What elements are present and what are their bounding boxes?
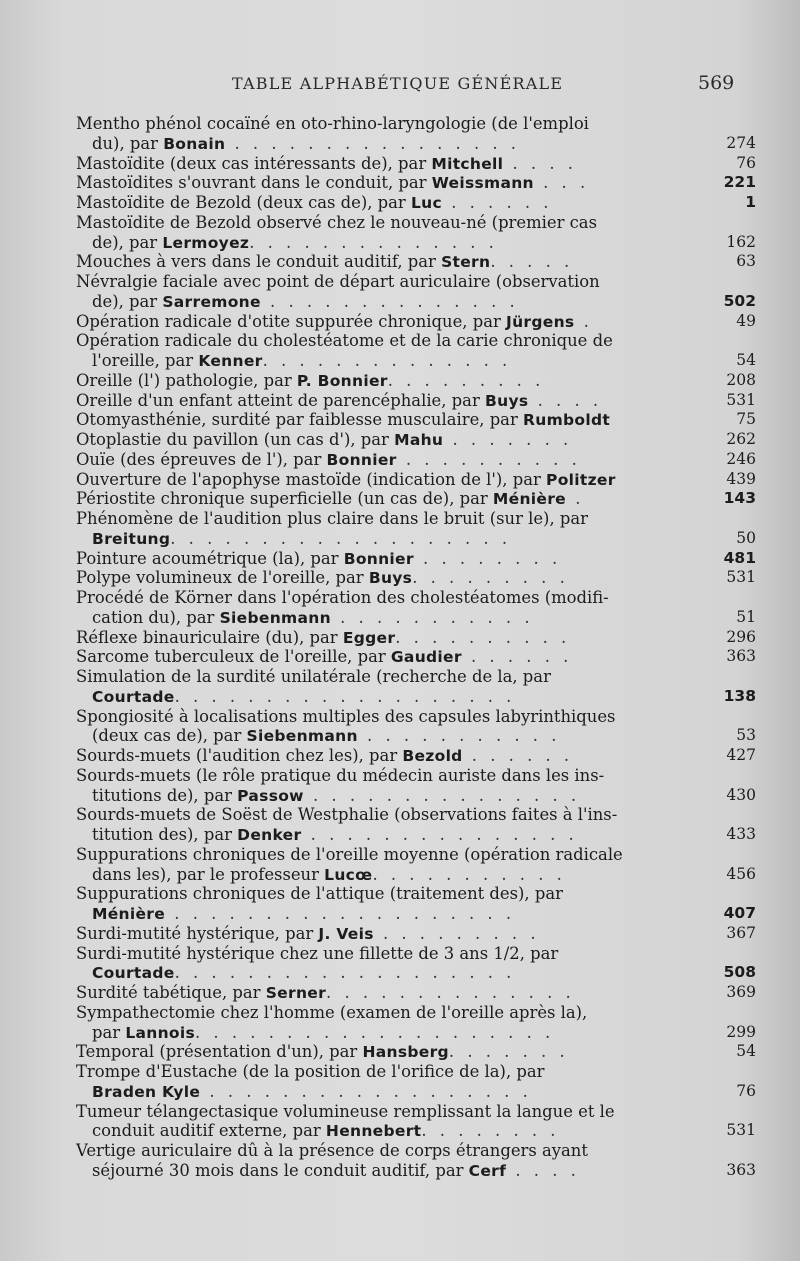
entry-line (76, 154, 756, 174)
entry-continuation-line (76, 529, 756, 549)
entry-text: Opération radicale du cholestéatome et de la carie chronique de (76, 331, 613, 351)
entry-line (76, 924, 756, 944)
index-entry (76, 410, 756, 430)
page-reference: 367 (726, 923, 756, 942)
leader-dots: . . . . . . . . (421, 1121, 560, 1141)
author-name: Breitung (92, 529, 171, 548)
leader-dots: . . . . . . . . . . . . . . . (301, 825, 578, 844)
page-reference: 49 (736, 311, 756, 330)
page-reference: 299 (726, 1022, 756, 1041)
entry-line (76, 628, 756, 648)
index-entry (76, 568, 756, 588)
page-reference: 363 (726, 647, 756, 666)
entry-text: Polype volumineux de l'oreille, par (76, 568, 369, 588)
index-entry (76, 766, 756, 806)
index-entry (76, 884, 756, 924)
entry-text: Tumeur télangectasique volumineuse remplissant la langue et le (76, 1101, 615, 1121)
page-reference: 51 (736, 607, 756, 626)
author-name: Kenner (198, 352, 263, 370)
author-name: Hennebert (325, 1122, 422, 1141)
running-header (0, 72, 800, 100)
page-reference: 221 (723, 173, 756, 192)
leader-dots: . (565, 489, 585, 509)
author-name: Passow (237, 786, 304, 805)
author-name: Bonain (163, 134, 226, 153)
leader-dots: . . . . . . . . . . . (357, 726, 561, 746)
entry-line (76, 766, 756, 786)
entry-continuation-line (76, 786, 756, 806)
header-title: TABLE ALPHABÉTIQUE GÉNÉRALE (232, 74, 564, 93)
entry-continuation-line (76, 1121, 756, 1141)
entry-line (76, 371, 756, 391)
entry-text: Mentho phénol cocaïné en oto-rhino-laryngologie (de l'emploi (76, 114, 589, 133)
entry-line (76, 944, 756, 964)
author-name: Luc (410, 194, 442, 212)
entry-text: Surdi-mutité hystérique chez une fillette de 3 ans 1/2, par (76, 943, 559, 963)
leader-dots: . . . . . . . (448, 1042, 569, 1062)
page-reference: 456 (726, 864, 756, 883)
entry-text: conduit auditif externe, par (92, 1121, 326, 1141)
author-name: J. Veis (318, 924, 374, 943)
leader-dots: . . . . . . . . . . . (330, 607, 534, 627)
entry-continuation-line (76, 1023, 756, 1043)
entry-continuation-line (76, 134, 756, 154)
entry-line (76, 430, 756, 450)
index-entry (76, 805, 756, 845)
page-reference: 433 (726, 825, 756, 843)
page-reference: 531 (726, 568, 756, 587)
entry-continuation-line (76, 1161, 756, 1181)
entry-text: dans les), par le professeur (92, 864, 325, 884)
leader-dots: . . . . . . . . . (412, 568, 569, 588)
leader-dots: . . . . . . . . . (373, 923, 540, 943)
leader-dots: . . . . (528, 390, 603, 410)
entry-continuation-line (76, 608, 756, 628)
index-entry (76, 312, 756, 332)
leader-dots: . . . . (506, 1160, 580, 1180)
page-reference: 54 (736, 351, 756, 369)
page-reference: 262 (726, 430, 756, 448)
index-entry (76, 371, 756, 391)
entry-text: séjourné 30 mois dans le conduit auditif, par (92, 1160, 469, 1180)
page-reference: 63 (736, 252, 756, 271)
page-reference: 296 (726, 627, 756, 646)
entry-line (76, 983, 756, 1003)
page-reference: 208 (726, 370, 756, 389)
entry-continuation-line (76, 865, 756, 885)
author-name: Bonnier (326, 450, 397, 469)
page-reference: 274 (726, 133, 756, 152)
entry-text: Surdité tabétique, par (76, 983, 266, 1002)
entry-text: (deux cas de), par (92, 726, 247, 746)
page-reference: 407 (723, 904, 756, 922)
author-name: Bezold (402, 747, 463, 765)
page-reference: 53 (736, 726, 756, 745)
entry-line (76, 568, 756, 588)
entry-line (76, 1042, 756, 1062)
entry-text: Temporal (présentation d'un), par (76, 1042, 363, 1062)
leader-dots: . . . (533, 173, 590, 193)
entry-line (76, 489, 756, 509)
entry-text: Mastoïdite de Bezold (deux cas de), par (76, 193, 411, 212)
author-name: Buys (368, 569, 413, 588)
leader-dots: . . . . . . . . . . (396, 449, 581, 469)
entry-continuation-line (76, 351, 756, 371)
entry-text: Surdi-mutité hystérique, par (76, 923, 319, 943)
entry-line (76, 114, 756, 134)
author-name: Weissmann (431, 174, 534, 193)
author-name: Politzer (546, 470, 616, 489)
entry-text: Mouches à vers dans le conduit auditif, par (76, 252, 442, 272)
leader-dots: . . . . . . . . (413, 548, 562, 568)
author-name: Stern (441, 253, 491, 272)
leader-dots: . . . . . . . . . . . . . . (326, 983, 575, 1002)
entry-continuation-line (76, 687, 756, 707)
leader-dots: . . . . . . . . . . . . . . . . . . (200, 1081, 532, 1101)
index-entry (76, 252, 756, 272)
index-entry (76, 173, 756, 193)
entry-text: Périostite chronique superficielle (un cas de), par (76, 489, 493, 509)
page-reference: 531 (726, 1121, 756, 1140)
page-number: 569 (698, 72, 735, 94)
entry-line (76, 805, 756, 825)
page-reference: 508 (723, 963, 756, 982)
entry-line (76, 647, 756, 667)
author-name: Egger (342, 628, 396, 647)
author-name: Ménière (92, 905, 166, 923)
leader-dots: . . . . . (490, 252, 574, 272)
entry-text: l'oreille, par (92, 351, 199, 370)
entry-continuation-line (76, 292, 756, 312)
leader-dots: . . . . . . . . . . . . . . (262, 351, 512, 370)
entry-line (76, 450, 756, 470)
index-entry (76, 193, 756, 213)
entry-text: Procédé de Körner dans l'opération des cholestéatomes (modifi- (76, 588, 609, 607)
page-reference: 75 (736, 410, 756, 429)
author-name: Siebenmann (246, 727, 358, 746)
entry-text: Mastoïdites s'ouvrant dans le conduit, par (76, 173, 432, 193)
leader-dots: . . . . . . . (443, 430, 573, 449)
entry-continuation-line (76, 1082, 756, 1102)
entry-text: Suppurations chroniques de l'oreille moyenne (opération radicale (76, 844, 623, 864)
entry-line (76, 470, 756, 490)
entry-text: titution des), par (92, 825, 238, 844)
index-entry (76, 154, 756, 174)
leader-dots: . . . . . . (441, 193, 553, 212)
leader-dots: . . . . . . . . . . . . . . . . . . . (174, 686, 516, 706)
author-name: Gaudier (390, 648, 462, 667)
entry-text: Mastoïdite (deux cas intéressants de), par (76, 153, 432, 173)
index-entry (76, 628, 756, 648)
entry-line (76, 193, 756, 213)
page-reference: 138 (723, 686, 756, 705)
page-reference: 369 (726, 983, 756, 1001)
entry-line (76, 1102, 756, 1122)
entry-text: de), par (92, 291, 163, 311)
entry-text: Otomyasthénie, surdité par faiblesse musculaire, par (76, 410, 523, 430)
index-entry (76, 588, 756, 628)
leader-dots: . . . . (503, 153, 577, 173)
entry-line (76, 391, 756, 411)
author-name: Bonnier (343, 549, 414, 568)
index-entry (76, 213, 756, 253)
index-entry (76, 450, 756, 470)
page-reference: 76 (736, 1081, 756, 1100)
entry-text: titutions de), par (92, 785, 238, 805)
index-entry (76, 746, 756, 766)
leader-dots: . . . . . . (462, 746, 574, 765)
author-name: Ménière (492, 490, 566, 509)
page-reference: 481 (723, 548, 756, 567)
entry-text: cation du), par (92, 607, 220, 627)
entry-text: Névralgie faciale avec point de départ auriculaire (observation (76, 272, 600, 291)
leader-dots: . . . . . . . . . . . . . . . . . . . . (195, 1022, 555, 1042)
author-name: Cerf (468, 1161, 507, 1180)
author-name: Jürgens (506, 312, 575, 331)
leader-dots: . . . . . . . . . . . . . . (249, 232, 498, 252)
author-name: Braden Kyle (92, 1082, 201, 1101)
index-entry (76, 983, 756, 1003)
page-reference: 76 (736, 153, 756, 172)
entry-text: Mastoïdite de Bezold observé chez le nouveau-né (premier cas (76, 212, 597, 232)
entry-line (76, 173, 756, 193)
author-name: Lannois (125, 1023, 196, 1042)
index-entry (76, 944, 756, 984)
page-reference: 162 (726, 232, 756, 251)
author-name: Courtade (92, 964, 175, 983)
entry-text: Ouïe (des épreuves de l'), par (76, 449, 327, 469)
entry-text: Simulation de la surdité unilatérale (recherche de la, par (76, 667, 551, 686)
index-entry (76, 391, 756, 411)
entry-line (76, 1062, 756, 1082)
index-entry (76, 924, 756, 944)
entry-text: Trompe d'Eustache (de la position de l'orifice de la), par (76, 1062, 545, 1081)
entry-text: Ouverture de l'apophyse mastoïde (indication de l'), par (76, 469, 547, 489)
entry-line (76, 1003, 756, 1023)
index-entry (76, 272, 756, 312)
leader-dots: . . . . . . . . . . . . . . (260, 291, 519, 311)
entry-line (76, 667, 756, 687)
entry-text: de), par (92, 232, 163, 252)
leader-dots: . . . . . . . . . . . . . . . . . . . (174, 963, 516, 983)
page-reference: 531 (726, 390, 756, 409)
author-name: P. Bonnier (296, 371, 388, 390)
index-entries (76, 114, 756, 1181)
page-reference: 143 (723, 489, 756, 508)
entry-text: Pointure acoumétrique (la), par (76, 548, 344, 568)
author-name: Sarremone (162, 292, 261, 311)
entry-continuation-line (76, 726, 756, 746)
author-name: Buys (485, 391, 529, 410)
entry-line (76, 252, 756, 272)
author-name: Denker (237, 826, 302, 844)
leader-dots: . . . . . . . . . . . . . . . . . . . (165, 904, 516, 923)
entry-line (76, 746, 756, 766)
entry-line (76, 549, 756, 569)
index-entry (76, 707, 756, 747)
entry-line (76, 213, 756, 233)
entry-continuation-line (76, 825, 756, 845)
entry-text: Vertige auriculaire dû à la présence de corps étrangers ayant (76, 1141, 588, 1160)
page-reference: 54 (736, 1042, 756, 1061)
author-name: Hansberg (362, 1043, 449, 1062)
index-entry (76, 1062, 756, 1102)
entry-text: Opération radicale d'otite suppurée chronique, par (76, 311, 507, 331)
page-reference: 246 (726, 449, 756, 468)
leader-dots: . (574, 311, 593, 331)
index-entry (76, 647, 756, 667)
entry-text: Oreille d'un enfant atteint de parencéphalie, par (76, 390, 485, 410)
entry-line (76, 410, 756, 430)
entry-line (76, 312, 756, 332)
page-reference: 502 (723, 291, 756, 310)
entry-line (76, 588, 756, 608)
author-name: Siebenmann (219, 608, 331, 627)
index-entry (76, 667, 756, 707)
leader-dots: . . . . . . . . . (387, 370, 545, 390)
index-entry (76, 470, 756, 490)
entry-text: Sourds-muets (l'audition chez les), par (76, 746, 403, 765)
entry-text: Sourds-muets de Soëst de Westphalie (observations faites à l'ins- (76, 805, 618, 825)
leader-dots: . . . . . . . . . . . . . . . (303, 785, 581, 805)
page-reference: 427 (726, 746, 756, 764)
entry-text: Spongiosité à localisations multiples des capsules labyrinthiques (76, 706, 616, 726)
entry-text: Sympathectomie chez l'homme (examen de l'oreille après la), (76, 1002, 588, 1022)
author-name: Rumboldt (523, 411, 611, 430)
page-reference: 363 (726, 1160, 756, 1179)
entry-text: Oreille (l') pathologie, par (76, 370, 297, 390)
page-reference: 50 (736, 528, 756, 547)
index-entry (76, 509, 756, 549)
entry-line (76, 272, 756, 292)
leader-dots: . . . . . . . . . . . (372, 864, 566, 884)
entry-text: Phénomène de l'audition plus claire dans le bruit (sur le), par (76, 509, 588, 528)
author-name: Courtade (92, 687, 175, 706)
index-entry (76, 1042, 756, 1062)
index-entry (76, 1102, 756, 1142)
entry-line (76, 707, 756, 727)
index-entry (76, 114, 756, 154)
entry-line (76, 331, 756, 351)
index-entry (76, 549, 756, 569)
leader-dots: . . . . . . (461, 647, 573, 667)
author-name: Mitchell (431, 154, 504, 173)
entry-text: Suppurations chroniques de l'attique (traitement des), par (76, 884, 563, 904)
entry-text: Sarcome tuberculeux de l'oreille, par (76, 647, 391, 667)
index-entry (76, 331, 756, 371)
entry-text: par (92, 1022, 126, 1042)
entry-text: Réflexe binauriculaire (du), par (76, 627, 343, 647)
leader-dots: . . . . . . . . . . . . . . . . . . . (170, 528, 512, 548)
author-name: Lermoyez (162, 233, 250, 252)
author-name: Lucœ (324, 865, 373, 884)
entry-text: Sourds-muets (le rôle pratique du médecin auriste dans les ins- (76, 765, 605, 785)
entry-text: du), par (92, 133, 164, 153)
leader-dots: . . . . . . . . . . . . . . . . (225, 133, 521, 153)
leader-dots: . . . . . . . . . . (395, 627, 571, 647)
entry-text: Otoplastie du pavillon (un cas d'), par (76, 430, 395, 449)
page-reference: 1 (745, 193, 756, 211)
entry-line (76, 1141, 756, 1161)
index-entry (76, 845, 756, 885)
index-entry (76, 1003, 756, 1043)
entry-continuation-line (76, 233, 756, 253)
page-reference: 439 (726, 469, 756, 488)
entry-line (76, 884, 756, 904)
author-name: Serner (265, 984, 327, 1002)
entry-continuation-line (76, 963, 756, 983)
entry-line (76, 509, 756, 529)
author-name: Mahu (394, 431, 444, 449)
page-reference: 430 (726, 785, 756, 804)
index-entry (76, 430, 756, 450)
index-entry (76, 489, 756, 509)
entry-continuation-line (76, 904, 756, 924)
index-entry (76, 1141, 756, 1181)
entry-line (76, 845, 756, 865)
